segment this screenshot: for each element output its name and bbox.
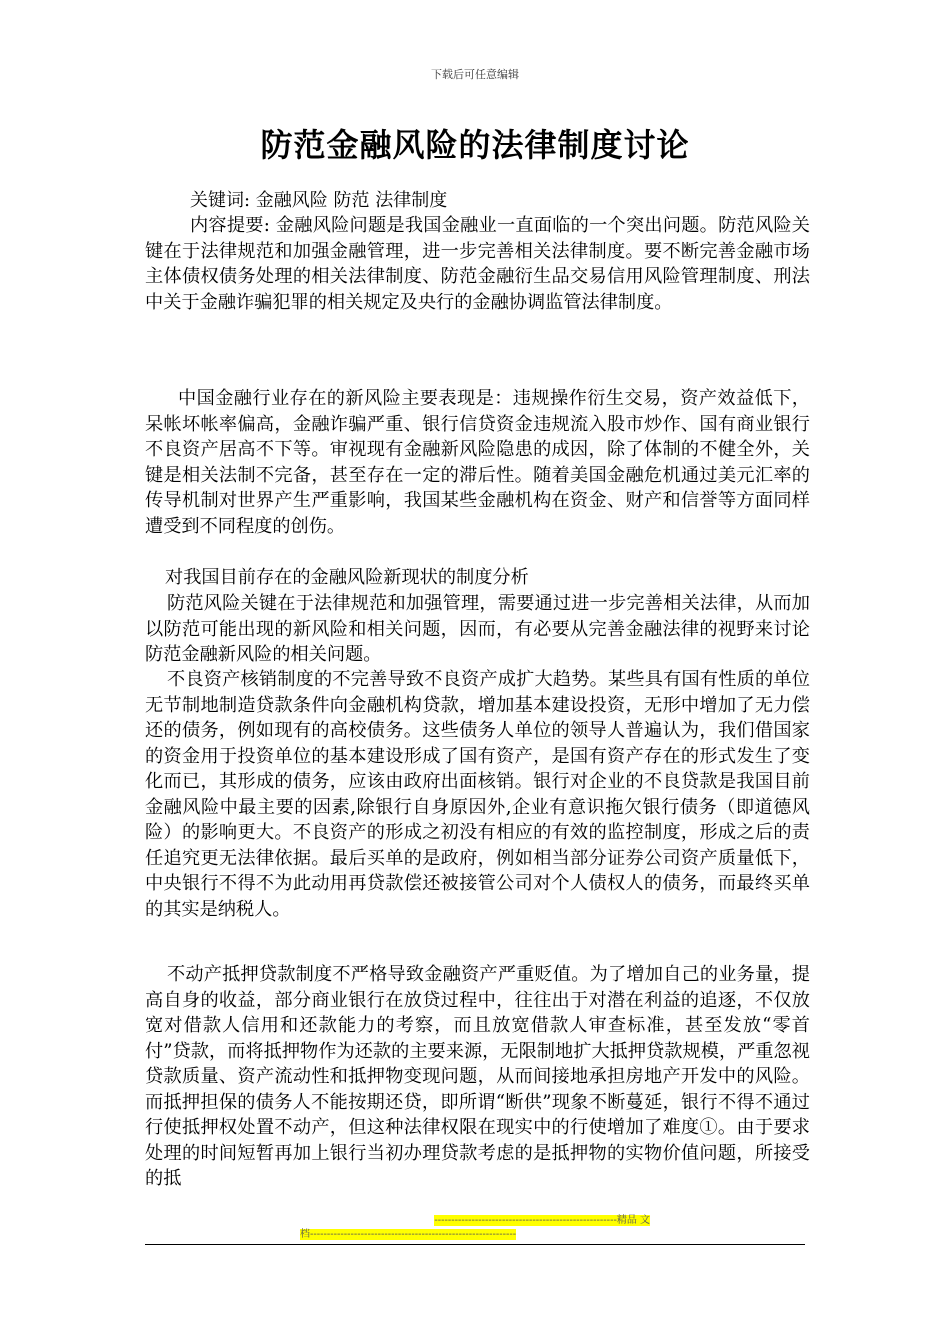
footer-watermark-line-1 bbox=[300, 1214, 650, 1227]
body-paragraph-2: 防范风险关键在于法律规范和加强管理，需要通过进一步完善相关法律，从而加以防范可能出现的新风险和相关问题，因而，有必要从完善金融法律的视野来讨论防范金融新风险的相关问题。 bbox=[145, 593, 810, 665]
footer-watermark-text-1: ------------------------------------------------------精品 文 bbox=[434, 1215, 650, 1226]
footer-watermark-line-2 bbox=[300, 1228, 650, 1241]
page-header-note: 下载后可任意编辑 bbox=[431, 68, 519, 81]
section-heading: 对我国目前存在的金融风险新现状的制度分析 bbox=[165, 567, 529, 588]
body-paragraph-4: 不动产抵押贷款制度不严格导致金融资产严重贬值。为了增加自己的业务量，提高自身的收益，部分商业银行在放贷过程中，往往出于对潜在利益的追逐，不仅放宽对借款人信用和还款能力的考察，而且放宽借款人审查标准，甚至发放“零首付”贷款，而将抵押物作为还款的主要来源，无限制地扩大抵押贷款规模，严重忽视贷款质量、资产流动性和抵押物变现问题，从而间接地承担房地产开发中的风险。而抵押担保的债务人不能按期还贷，即所谓“断供”现象不断蔓延，银行不得不通过行使抵押权处置不动产，但这种法律权限在现实中的行使增加了难度①。由于要求处理的时间短暂再加上银行当初办理贷款考虑的是抵押物的实物价值问题，所接受的抵 bbox=[145, 964, 810, 1189]
body-paragraph-1: 中国金融行业存在的新风险主要表现是：违规操作衍生交易，资产效益低下，呆帐坏帐率偏高，金融诈骗严重、银行信贷资金违规流入股市炒作、国有商业银行不良资产居高不下等。审视现有金融新风险隐患的成因，除了体制的不健全外，关键是相关法制不完备，甚至存在一定的滞后性。随着美国金融危机通过美元汇率的传导机制对世界产生严重影响，我国某些金融机构在资金、财产和信誉等方面同样遭受到不同程度的创伤。 bbox=[145, 388, 810, 537]
keywords-line: 关键词: 金融风险 防范 法律制度 bbox=[190, 190, 448, 211]
body-paragraph-3: 不良资产核销制度的不完善导致不良资产成扩大趋势。某些具有国有性质的单位无节制地制造贷款条件向金融机构贷款，增加基本建设投资，无形中增加了无力偿还的债务，例如现有的高校债务。这些债务人单位的领导人普遍认为，我们借国家的资金用于投资单位的基本建设形成了国有资产，是国有资产存在的形式发生了变化而已，其形成的债务，应该由政府出面核销。银行对企业的不良贷款是我国目前金融风险中最主要的因素,除银行自身原因外,企业有意识拖欠银行债务（即道德风险）的影响更大。不良资产的形成之初没有相应的有效的监控制度，形成之后的责任追究更无法律依据。最后买单的是政府，例如相当部分证券公司资产质量低下，中央银行不得不为此动用再贷款偿还被接管公司对个人债权人的债务，而最终买单的其实是纳税人。 bbox=[145, 669, 810, 920]
footer-divider bbox=[145, 1244, 805, 1245]
document-title: 防范金融风险的法律制度讨论 bbox=[260, 126, 690, 164]
abstract-paragraph: 内容提要: 金融风险问题是我国金融业一直面临的一个突出问题。防范风险关键在于法律规范和加强金融管理，进一步完善相关法律制度。要不断完善金融市场主体债权债务处理的相关法律制度、防范金融衍生品交易信用风险管理制度、刑法中关于金融诈骗犯罪的相关规定及央行的金融协调监管法律制度。 bbox=[145, 215, 810, 313]
footer-watermark-text-2: 档------------------------------------------------------------- bbox=[300, 1229, 517, 1240]
